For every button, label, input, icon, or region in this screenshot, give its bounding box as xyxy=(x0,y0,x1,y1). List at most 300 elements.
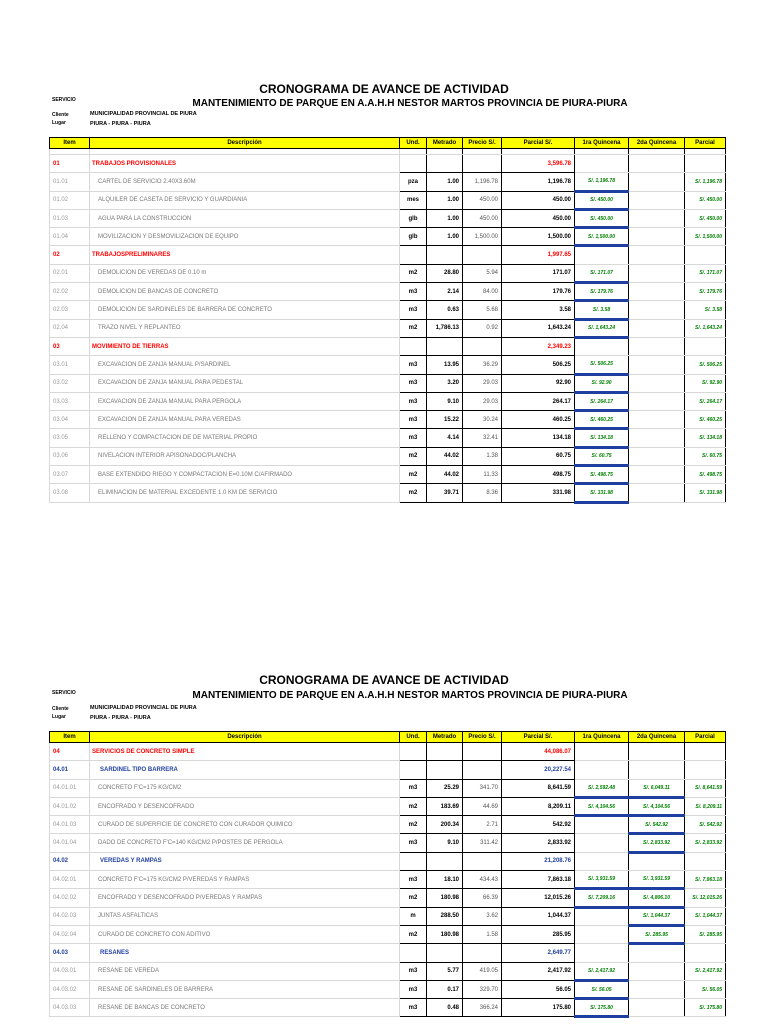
second-fortnight-cell: S/. 4,104.56 xyxy=(629,797,685,815)
unit-cell: m3 xyxy=(400,779,427,797)
first-fortnight-cell xyxy=(575,743,629,761)
first-fortnight-cell: S/. 331.98 xyxy=(575,484,629,502)
metrado-cell: 9.10 xyxy=(427,834,463,852)
first-fortnight-cell: S/. 175.80 xyxy=(575,999,629,1017)
column-header: Parcial xyxy=(685,138,726,149)
schedule-total-cell: S/. 264.17 xyxy=(685,392,726,410)
price-cell: 1,500.00 xyxy=(463,228,502,246)
subcategory-row xyxy=(50,761,726,779)
metrado-cell: 1,786.13 xyxy=(427,319,463,337)
column-header: Item xyxy=(50,732,90,743)
first-fortnight-cell: S/. 450.00 xyxy=(575,191,629,209)
partial-cell: 7,863.18 xyxy=(502,871,575,889)
partial-cell: 506.25 xyxy=(502,356,575,374)
partial-cell: 2,833.92 xyxy=(502,834,575,852)
metrado-cell: 44.02 xyxy=(427,447,463,465)
item-description: MOVIMIENTO DE TIERRAS xyxy=(90,337,400,355)
price-cell: 3.62 xyxy=(463,907,502,925)
price-cell: 36.29 xyxy=(463,356,502,374)
first-fortnight-cell: S/. 450.00 xyxy=(575,209,629,227)
price-cell xyxy=(463,944,502,962)
column-header: Precio S/. xyxy=(463,138,502,149)
unit-cell: m3 xyxy=(400,374,427,392)
metrado-cell: 5.77 xyxy=(427,962,463,980)
item-description: DEMOLICION DE SARDINELES DE BARRERA DE CONCRETO xyxy=(90,301,400,319)
price-cell xyxy=(463,761,502,779)
metrado-cell: 0.63 xyxy=(427,301,463,319)
second-fortnight-cell xyxy=(629,852,685,870)
sheet-title: CRONOGRAMA DE AVANCE DE ACTIVIDAD xyxy=(259,82,509,96)
price-cell: 0.92 xyxy=(463,319,502,337)
column-header: Precio S/. xyxy=(463,732,502,743)
item-code: 04.01.01 xyxy=(50,779,90,797)
first-fortnight-cell: S/. 56.05 xyxy=(575,980,629,998)
unit-cell xyxy=(400,761,427,779)
metrado-cell: 180.98 xyxy=(427,889,463,907)
price-cell: 11.33 xyxy=(463,466,502,484)
price-cell: 8.36 xyxy=(463,484,502,502)
item-code: 04.02.04 xyxy=(50,925,90,943)
schedule-total-cell: S/. 8,641.59 xyxy=(685,779,726,797)
unit-cell: m3 xyxy=(400,871,427,889)
first-fortnight-cell: S/. 1,196.78 xyxy=(575,173,629,191)
table-row xyxy=(50,925,726,943)
price-cell: 329.70 xyxy=(463,980,502,998)
schedule-total-cell: S/. 60.75 xyxy=(685,447,726,465)
column-header: Parcial xyxy=(685,732,726,743)
item-description: DADO DE CONCRETO F'C=140 KG/CM2 P/POSTES DE PERGOLA xyxy=(90,834,400,852)
table-row xyxy=(50,980,726,998)
partial-cell: 542.92 xyxy=(502,816,575,834)
item-description: EXCAVACION DE ZANJA MANUAL PARA PEDESTAL xyxy=(90,374,400,392)
item-description: ALQUILER DE CASETA DE SERVICIO Y GUARDIANIA xyxy=(90,191,400,209)
subcategory-row xyxy=(50,852,726,870)
metrado-cell: 3.20 xyxy=(427,374,463,392)
price-cell: 2.71 xyxy=(463,816,502,834)
column-header: Metrado xyxy=(427,138,463,149)
item-code: 03 xyxy=(50,337,90,355)
item-code: 04.02.03 xyxy=(50,907,90,925)
partial-cell: 20,227.54 xyxy=(502,761,575,779)
unit-cell: m3 xyxy=(400,301,427,319)
item-code: 03.03 xyxy=(50,392,90,410)
second-fortnight-cell xyxy=(629,761,685,779)
item-code: 02 xyxy=(50,246,90,264)
price-cell xyxy=(463,852,502,870)
first-fortnight-cell: S/. 171.07 xyxy=(575,264,629,282)
schedule-total-cell: S/. 12,015.26 xyxy=(685,889,726,907)
column-header: Parcial S/. xyxy=(502,732,575,743)
price-cell: 311.42 xyxy=(463,834,502,852)
first-fortnight-cell: S/. 1,643.24 xyxy=(575,319,629,337)
unit-cell: m3 xyxy=(400,980,427,998)
item-description: TRABAJOSPRELIMINARES xyxy=(90,246,400,264)
metrado-cell: 183.69 xyxy=(427,797,463,815)
metrado-cell: 28.80 xyxy=(427,264,463,282)
metrado-cell: 25.29 xyxy=(427,779,463,797)
first-fortnight-cell: S/. 60.75 xyxy=(575,447,629,465)
second-fortnight-cell: S/. 542.92 xyxy=(629,816,685,834)
item-description: CURADO DE CONCRETO CON ADITIVO xyxy=(90,925,400,943)
unit-cell: m3 xyxy=(400,392,427,410)
partial-cell: 179.76 xyxy=(502,283,575,301)
item-code: 03.07 xyxy=(50,466,90,484)
metrado-cell xyxy=(427,761,463,779)
first-fortnight-cell xyxy=(575,925,629,943)
metrado-cell: 13.95 xyxy=(427,356,463,374)
partial-cell: 1,997.65 xyxy=(502,246,575,264)
schedule-total-cell xyxy=(685,852,726,870)
item-code: 04.01.04 xyxy=(50,834,90,852)
item-code: 03.04 xyxy=(50,411,90,429)
price-cell: 1.38 xyxy=(463,447,502,465)
item-description: ENCOFRADO Y DESENCOFRADO P/VEREDAS Y RAMPAS xyxy=(90,889,400,907)
schedule-total-cell: S/. 175.80 xyxy=(685,999,726,1017)
item-description: ENCOFRADO Y DESENCOFRADO xyxy=(90,797,400,815)
schedule-total-cell: S/. 460.25 xyxy=(685,411,726,429)
first-fortnight-cell: S/. 3.58 xyxy=(575,301,629,319)
metrado-cell: 200.34 xyxy=(427,816,463,834)
schedule-total-cell xyxy=(685,743,726,761)
first-fortnight-cell: S/. 3,931.59 xyxy=(575,871,629,889)
schedule-total-cell: S/. 1,500.00 xyxy=(685,228,726,246)
metrado-cell: 1.00 xyxy=(427,209,463,227)
metrado-cell: 9.10 xyxy=(427,392,463,410)
unit-cell: m2 xyxy=(400,447,427,465)
unit-cell: m3 xyxy=(400,999,427,1017)
unit-cell: m2 xyxy=(400,925,427,943)
partial-cell: 3,596.78 xyxy=(502,155,575,173)
first-fortnight-cell xyxy=(575,834,629,852)
schedule-total-cell: S/. 1,643.24 xyxy=(685,319,726,337)
item-code: 04.02.01 xyxy=(50,871,90,889)
partial-cell: 2,417.92 xyxy=(502,962,575,980)
schedule-total-cell: S/. 331.98 xyxy=(685,484,726,502)
item-description: EXCAVACION DE ZANJA MANUAL P/SARDINEL xyxy=(90,356,400,374)
partial-cell: 498.75 xyxy=(502,466,575,484)
item-description: RESANES xyxy=(90,944,400,962)
partial-cell: 21,208.76 xyxy=(502,852,575,870)
column-header: Parcial S/. xyxy=(502,138,575,149)
schedule-total-cell: S/. 285.95 xyxy=(685,925,726,943)
price-cell: 30.24 xyxy=(463,411,502,429)
table-row xyxy=(50,999,726,1017)
metrado-cell: 2.14 xyxy=(427,283,463,301)
metrado-cell: 1.00 xyxy=(427,191,463,209)
cliente-label: Cliente xyxy=(52,112,69,118)
second-fortnight-cell: S/. 4,806.10 xyxy=(629,889,685,907)
item-description: TRAZO NIVEL Y REPLANTEO xyxy=(90,319,400,337)
item-code: 04.01.03 xyxy=(50,816,90,834)
partial-cell: 134.18 xyxy=(502,429,575,447)
item-code: 02.01 xyxy=(50,264,90,282)
price-cell: 29.03 xyxy=(463,392,502,410)
schedule-table xyxy=(49,731,726,1018)
item-description: RESANE DE VEREDA xyxy=(90,962,400,980)
schedule-total-cell: S/. 450.00 xyxy=(685,209,726,227)
unit-cell xyxy=(400,944,427,962)
price-cell: 1,196.78 xyxy=(463,173,502,191)
metrado-cell: 0.48 xyxy=(427,999,463,1017)
price-cell: 366.24 xyxy=(463,999,502,1017)
lugar-label: Lugar xyxy=(52,120,66,126)
partial-cell: 1,044.37 xyxy=(502,907,575,925)
item-code: 03.08 xyxy=(50,484,90,502)
second-fortnight-cell xyxy=(629,743,685,761)
item-code: 04.01.02 xyxy=(50,797,90,815)
table-row xyxy=(50,871,726,889)
item-description: EXCAVACION DE ZANJA MANUAL PARA VEREDAS xyxy=(90,411,400,429)
price-cell: 434.43 xyxy=(463,871,502,889)
column-header: Item xyxy=(50,138,90,149)
column-header: Metrado xyxy=(427,732,463,743)
second-fortnight-cell: S/. 2,833.92 xyxy=(629,834,685,852)
second-fortnight-cell: S/. 285.95 xyxy=(629,925,685,943)
lugar-label: Lugar xyxy=(52,714,66,720)
price-cell: 419.05 xyxy=(463,962,502,980)
unit-cell: m2 xyxy=(400,319,427,337)
partial-cell: 12,015.26 xyxy=(502,889,575,907)
metrado-cell xyxy=(427,852,463,870)
price-cell: 32.41 xyxy=(463,429,502,447)
schedule-total-cell xyxy=(685,761,726,779)
partial-cell: 2,649.77 xyxy=(502,944,575,962)
schedule-total-cell: S/. 1,044.37 xyxy=(685,907,726,925)
unit-cell: m3 xyxy=(400,283,427,301)
second-fortnight-cell: S/. 6,049.11 xyxy=(629,779,685,797)
partial-cell: 331.98 xyxy=(502,484,575,502)
column-header: Und. xyxy=(400,732,427,743)
metrado-cell: 0.17 xyxy=(427,980,463,998)
sheet-title: CRONOGRAMA DE AVANCE DE ACTIVIDAD xyxy=(259,673,509,687)
partial-cell: 1,196.78 xyxy=(502,173,575,191)
second-fortnight-cell xyxy=(629,980,685,998)
item-code: 03.06 xyxy=(50,447,90,465)
unit-cell: m xyxy=(400,907,427,925)
unit-cell: m3 xyxy=(400,429,427,447)
second-fortnight-cell: S/. 1,044.37 xyxy=(629,907,685,925)
unit-cell: m2 xyxy=(400,264,427,282)
item-description: CONCRETO F'C=175 KG/CM2 P/VEREDAS Y RAMPAS xyxy=(90,871,400,889)
partial-cell: 3.58 xyxy=(502,301,575,319)
price-cell: 341.70 xyxy=(463,779,502,797)
schedule-total-cell: S/. 7,863.18 xyxy=(685,871,726,889)
metrado-cell: 18.10 xyxy=(427,871,463,889)
item-description: EXCAVACION DE ZANJA MANUAL PARA PERGOLA xyxy=(90,392,400,410)
unit-cell: m2 xyxy=(400,816,427,834)
schedule-total-cell: S/. 92.90 xyxy=(685,374,726,392)
item-description: VEREDAS Y RAMPAS xyxy=(90,852,400,870)
first-fortnight-cell xyxy=(575,816,629,834)
partial-cell: 285.95 xyxy=(502,925,575,943)
schedule-total-cell: S/. 3.58 xyxy=(685,301,726,319)
price-cell: 5.94 xyxy=(463,264,502,282)
second-fortnight-cell xyxy=(629,999,685,1017)
price-cell: 44.69 xyxy=(463,797,502,815)
item-code: 01.04 xyxy=(50,228,90,246)
partial-cell: 8,641.59 xyxy=(502,779,575,797)
item-code: 01 xyxy=(50,155,90,173)
schedule-total-cell xyxy=(685,944,726,962)
price-cell: 450.00 xyxy=(463,209,502,227)
item-description: DEMOLICION DE VEREDAS DE 0.10 m xyxy=(90,264,400,282)
table-header-row xyxy=(50,732,726,743)
column-header: Descripción xyxy=(90,732,400,743)
lugar-value: PIURA - PIURA - PIURA xyxy=(90,121,151,127)
partial-cell: 1,500.00 xyxy=(502,228,575,246)
schedule-total-cell: S/. 2,833.92 xyxy=(685,834,726,852)
price-cell: 29.03 xyxy=(463,374,502,392)
price-cell: 66.39 xyxy=(463,889,502,907)
schedule-total-cell: S/. 498.75 xyxy=(685,466,726,484)
schedule-total-cell: S/. 134.18 xyxy=(685,429,726,447)
first-fortnight-cell: S/. 460.25 xyxy=(575,411,629,429)
column-header: 1ra Quincena xyxy=(575,138,629,149)
item-code: 01.02 xyxy=(50,191,90,209)
schedule-total-cell: S/. 506.25 xyxy=(685,356,726,374)
unit-cell: m3 xyxy=(400,356,427,374)
first-fortnight-cell xyxy=(575,852,629,870)
table-row xyxy=(50,797,726,815)
item-code: 02.03 xyxy=(50,301,90,319)
partial-cell: 60.75 xyxy=(502,447,575,465)
first-fortnight-cell: S/. 2,592.48 xyxy=(575,779,629,797)
sheet-subtitle: MANTENIMIENTO DE PARQUE EN A.A.H.H NESTOR MARTOS PROVINCIA DE PIURA-PIURA xyxy=(192,690,628,701)
first-fortnight-cell: S/. 264.17 xyxy=(575,392,629,410)
partial-cell: 1,643.24 xyxy=(502,319,575,337)
partial-cell: 175.80 xyxy=(502,999,575,1017)
cliente-label: Cliente xyxy=(52,706,69,712)
schedule-total-cell: S/. 450.00 xyxy=(685,191,726,209)
schedule-total-cell: S/. 1,196.78 xyxy=(685,173,726,191)
subcategory-row xyxy=(50,944,726,962)
metrado-cell: 44.02 xyxy=(427,466,463,484)
metrado-cell xyxy=(427,944,463,962)
item-code: 04.02 xyxy=(50,852,90,870)
first-fortnight-cell xyxy=(575,761,629,779)
partial-cell: 44,086.07 xyxy=(502,743,575,761)
item-description: DEMOLICION DE BANCAS DE CONCRETO xyxy=(90,283,400,301)
item-code: 01.03 xyxy=(50,209,90,227)
table-row xyxy=(50,889,726,907)
first-fortnight-cell: S/. 2,417.92 xyxy=(575,962,629,980)
metrado-cell xyxy=(427,743,463,761)
schedule-total-cell: S/. 171.07 xyxy=(685,264,726,282)
table-row xyxy=(50,779,726,797)
first-fortnight-cell: S/. 179.76 xyxy=(575,283,629,301)
item-description: MOVILIZACION Y DESMOVILIZACION DE EQUIPO xyxy=(90,228,400,246)
item-description: CURADO DE SUPERFICIE DE CONCRETO CON CURADOR QUIMICO xyxy=(90,816,400,834)
partial-cell: 450.00 xyxy=(502,191,575,209)
price-cell: 1.58 xyxy=(463,925,502,943)
column-header: Descripción xyxy=(90,138,400,149)
unit-cell xyxy=(400,852,427,870)
unit-cell: m3 xyxy=(400,962,427,980)
metrado-cell: 15.22 xyxy=(427,411,463,429)
price-cell xyxy=(463,743,502,761)
item-description: AGUA PARA LA CONSTRUCCION xyxy=(90,209,400,227)
partial-cell: 92.90 xyxy=(502,374,575,392)
first-fortnight-cell: S/. 498.75 xyxy=(575,466,629,484)
partial-cell: 171.07 xyxy=(502,264,575,282)
first-fortnight-cell: S/. 506.25 xyxy=(575,356,629,374)
first-fortnight-cell: S/. 134.18 xyxy=(575,429,629,447)
item-description: CONCRETO F'C=175 KG/CM2 xyxy=(90,779,400,797)
table-row xyxy=(50,834,726,852)
column-header: 2da Quincena xyxy=(629,138,685,149)
sheet-subtitle: MANTENIMIENTO DE PARQUE EN A.A.H.H NESTOR MARTOS PROVINCIA DE PIURA-PIURA xyxy=(192,98,628,109)
partial-cell: 56.05 xyxy=(502,980,575,998)
unit-cell: m2 xyxy=(400,889,427,907)
item-code: 02.02 xyxy=(50,283,90,301)
schedule-total-cell: S/. 56.05 xyxy=(685,980,726,998)
partial-cell: 8,209.11 xyxy=(502,797,575,815)
unit-cell: m3 xyxy=(400,834,427,852)
column-header: 2da Quincena xyxy=(629,732,685,743)
item-description: JUNTAS ASFALTICAS xyxy=(90,907,400,925)
first-fortnight-cell xyxy=(575,944,629,962)
schedule-total-cell: S/. 179.76 xyxy=(685,283,726,301)
item-code: 03.01 xyxy=(50,356,90,374)
item-description: TRABAJOS PROVISIONALES xyxy=(90,155,400,173)
schedule-total-cell: S/. 542.92 xyxy=(685,816,726,834)
item-description: BASE EXTENDIDO RIEGO Y COMPACTACION E=0.10M C/AFIRMADO xyxy=(90,466,400,484)
metrado-cell: 4.14 xyxy=(427,429,463,447)
first-fortnight-cell xyxy=(575,907,629,925)
item-description: SERVICIOS DE CONCRETO SIMPLE xyxy=(90,743,400,761)
schedule-total-cell: S/. 2,417.92 xyxy=(685,962,726,980)
unit-cell: m2 xyxy=(400,466,427,484)
item-code: 04.03 xyxy=(50,944,90,962)
item-code: 03.05 xyxy=(50,429,90,447)
lugar-value: PIURA - PIURA - PIURA xyxy=(90,715,151,721)
cliente-value: MUNICIPALIDAD PROVINCIAL DE PIURA xyxy=(90,705,197,711)
item-code: 04 xyxy=(50,743,90,761)
item-code: 04.01 xyxy=(50,761,90,779)
table-row xyxy=(50,907,726,925)
metrado-cell: 180.98 xyxy=(427,925,463,943)
unit-cell: mes xyxy=(400,191,427,209)
unit-cell: m2 xyxy=(400,484,427,502)
partial-cell: 2,349.23 xyxy=(502,337,575,355)
unit-cell: pza xyxy=(400,173,427,191)
table-row xyxy=(50,816,726,834)
item-code: 04.03.01 xyxy=(50,962,90,980)
column-header: Und. xyxy=(400,138,427,149)
unit-cell: glb xyxy=(400,209,427,227)
category-row xyxy=(50,743,726,761)
item-description: RESANE DE SARDINELES DE BARRERA xyxy=(90,980,400,998)
table-row xyxy=(50,962,726,980)
partial-cell: 460.25 xyxy=(502,411,575,429)
unit-cell: m3 xyxy=(400,411,427,429)
unit-cell: m2 xyxy=(400,797,427,815)
unit-cell xyxy=(400,743,427,761)
item-code: 04.02.02 xyxy=(50,889,90,907)
servicio-label: SERVICIO xyxy=(52,97,76,103)
item-code: 02.04 xyxy=(50,319,90,337)
first-fortnight-cell: S/. 7,209.16 xyxy=(575,889,629,907)
metrado-cell: 39.71 xyxy=(427,484,463,502)
item-code: 03.02 xyxy=(50,374,90,392)
item-description: RESANE DE BANCAS DE CONCRETO xyxy=(90,999,400,1017)
item-description: RELLENO Y COMPACTACION DE DE MATERIAL PROPIO xyxy=(90,429,400,447)
metrado-cell: 1.00 xyxy=(427,228,463,246)
first-fortnight-cell: S/. 92.90 xyxy=(575,374,629,392)
column-header: 1ra Quincena xyxy=(575,732,629,743)
item-code: 04.03.03 xyxy=(50,999,90,1017)
item-description: CARTEL DE SERVICIO 2.40X3.60M xyxy=(90,173,400,191)
